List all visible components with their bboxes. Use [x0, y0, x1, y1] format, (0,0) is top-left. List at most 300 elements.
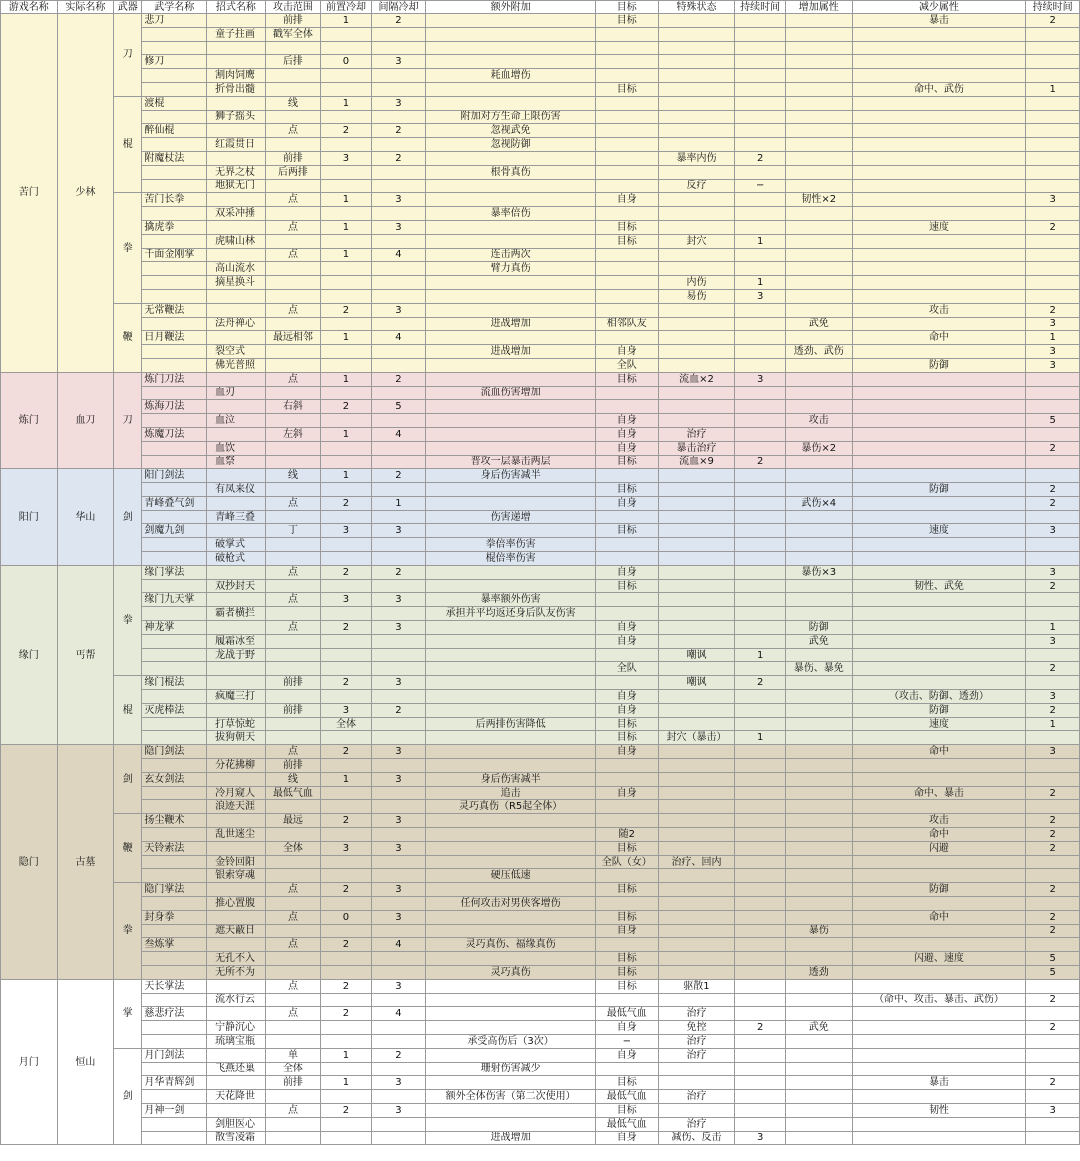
status-duration-cell [735, 262, 786, 276]
header-cell: 增加属性 [785, 1, 852, 14]
extra-effect-cell [426, 759, 596, 773]
attr-duration-cell: 2 [1026, 703, 1080, 717]
table-row [1, 303, 1080, 317]
table-row [1, 276, 1080, 290]
special-status-cell [658, 607, 735, 621]
attr-duration-cell [1026, 1090, 1080, 1104]
extra-effect-cell [426, 193, 596, 207]
increase-attr-cell [785, 1103, 852, 1117]
header-cell: 游戏名称 [1, 1, 58, 14]
interval-cooldown-cell [371, 731, 426, 745]
decrease-attr-cell [852, 55, 1026, 69]
pre-cooldown-cell [321, 510, 372, 524]
target-cell [595, 41, 658, 55]
pre-cooldown-cell [321, 165, 372, 179]
attack-range-cell [265, 179, 321, 193]
game-name-cell: 阳门 [1, 469, 58, 566]
status-duration-cell [735, 193, 786, 207]
status-duration-cell [735, 386, 786, 400]
extra-effect-cell [426, 289, 596, 303]
decrease-attr-cell [852, 138, 1026, 152]
skill-name-cell [142, 717, 207, 731]
status-duration-cell [735, 496, 786, 510]
table-row [1, 41, 1080, 55]
target-cell [595, 869, 658, 883]
pre-cooldown-cell: 1 [321, 193, 372, 207]
extra-effect-cell [426, 1076, 596, 1090]
status-duration-cell [735, 27, 786, 41]
special-status-cell [658, 414, 735, 428]
weapon-cell: 刀 [114, 372, 142, 469]
skill-name-cell: 天长掌法 [142, 979, 207, 993]
pre-cooldown-cell [321, 27, 372, 41]
status-duration-cell [735, 469, 786, 483]
increase-attr-cell [785, 772, 852, 786]
attack-range-cell: 前排 [265, 14, 321, 28]
attr-duration-cell [1026, 1034, 1080, 1048]
status-duration-cell: 1 [735, 731, 786, 745]
target-cell: 自身 [595, 345, 658, 359]
status-duration-cell [735, 524, 786, 538]
skill-name-cell [142, 1021, 207, 1035]
attack-range-cell [265, 690, 321, 704]
increase-attr-cell [785, 41, 852, 55]
decrease-attr-cell: 防御 [852, 483, 1026, 497]
special-status-cell: 治疗 [658, 1007, 735, 1021]
pre-cooldown-cell: 3 [321, 151, 372, 165]
attack-range-cell: 前排 [265, 759, 321, 773]
extra-effect-cell [426, 27, 596, 41]
increase-attr-cell [785, 138, 852, 152]
target-cell [595, 69, 658, 83]
header-cell: 目标 [595, 1, 658, 14]
status-duration-cell [735, 772, 786, 786]
attr-duration-cell [1026, 469, 1080, 483]
move-name-cell [207, 1103, 266, 1117]
table-row [1, 1062, 1080, 1076]
special-status-cell: 内伤 [658, 276, 735, 290]
target-cell: 目标 [595, 1076, 658, 1090]
special-status-cell [658, 552, 735, 566]
extra-effect-cell: 灵巧真伤 [426, 965, 596, 979]
extra-effect-cell [426, 151, 596, 165]
interval-cooldown-cell [371, 207, 426, 221]
skill-name-cell [142, 441, 207, 455]
pre-cooldown-cell: 1 [321, 372, 372, 386]
special-status-cell [658, 331, 735, 345]
move-name-cell: 双采冲捶 [207, 207, 266, 221]
real-name-cell: 恒山 [57, 979, 114, 1145]
extra-effect-cell [426, 883, 596, 897]
attack-range-cell [265, 538, 321, 552]
increase-attr-cell [785, 897, 852, 911]
decrease-attr-cell [852, 565, 1026, 579]
attack-range-cell: 最低气血 [265, 786, 321, 800]
skill-name-cell [142, 924, 207, 938]
pre-cooldown-cell: 1 [321, 1076, 372, 1090]
move-name-cell [207, 621, 266, 635]
extra-effect-cell [426, 855, 596, 869]
extra-effect-cell [426, 1048, 596, 1062]
increase-attr-cell [785, 276, 852, 290]
decrease-attr-cell [852, 96, 1026, 110]
attr-duration-cell [1026, 772, 1080, 786]
move-name-cell [207, 814, 266, 828]
interval-cooldown-cell [371, 607, 426, 621]
extra-effect-cell: 忽视防御 [426, 138, 596, 152]
status-duration-cell [735, 317, 786, 331]
increase-attr-cell [785, 828, 852, 842]
move-name-cell: 琉璃宝瓶 [207, 1034, 266, 1048]
extra-effect-cell: 连击两次 [426, 248, 596, 262]
table-row [1, 662, 1080, 676]
decrease-attr-cell [852, 441, 1026, 455]
increase-attr-cell [785, 110, 852, 124]
decrease-attr-cell [852, 165, 1026, 179]
interval-cooldown-cell [371, 276, 426, 290]
special-status-cell [658, 27, 735, 41]
attack-range-cell [265, 1034, 321, 1048]
interval-cooldown-cell: 3 [371, 193, 426, 207]
status-duration-cell [735, 607, 786, 621]
interval-cooldown-cell [371, 1131, 426, 1145]
interval-cooldown-cell: 2 [371, 372, 426, 386]
attack-range-cell: 点 [265, 938, 321, 952]
move-name-cell: 血祭 [207, 455, 266, 469]
attack-range-cell [265, 110, 321, 124]
increase-attr-cell [785, 814, 852, 828]
real-name-cell: 少林 [57, 14, 114, 373]
special-status-cell [658, 1103, 735, 1117]
skill-name-cell [142, 690, 207, 704]
interval-cooldown-cell [371, 27, 426, 41]
target-cell: 自身 [595, 441, 658, 455]
pre-cooldown-cell: 2 [321, 883, 372, 897]
move-name-cell: 青峰三叠 [207, 510, 266, 524]
extra-effect-cell [426, 331, 596, 345]
attr-duration-cell [1026, 386, 1080, 400]
table-row [1, 814, 1080, 828]
interval-cooldown-cell: 4 [371, 1007, 426, 1021]
extra-effect-cell [426, 358, 596, 372]
pre-cooldown-cell [321, 276, 372, 290]
extra-effect-cell: 进战增加 [426, 1131, 596, 1145]
skill-name-cell [142, 27, 207, 41]
attr-duration-cell: 3 [1026, 690, 1080, 704]
attack-range-cell: 右斜 [265, 400, 321, 414]
attr-duration-cell [1026, 938, 1080, 952]
move-name-cell: 冷月窥人 [207, 786, 266, 800]
table-row [1, 124, 1080, 138]
interval-cooldown-cell [371, 924, 426, 938]
interval-cooldown-cell [371, 455, 426, 469]
decrease-attr-cell [852, 372, 1026, 386]
table-row [1, 855, 1080, 869]
status-duration-cell: 2 [735, 676, 786, 690]
skill-name-cell: 炼魔刀法 [142, 427, 207, 441]
interval-cooldown-cell: 2 [371, 1048, 426, 1062]
skill-name-cell [142, 897, 207, 911]
target-cell: 目标 [595, 717, 658, 731]
table-row [1, 372, 1080, 386]
special-status-cell [658, 220, 735, 234]
increase-attr-cell [785, 289, 852, 303]
status-duration-cell [735, 400, 786, 414]
attack-range-cell [265, 897, 321, 911]
increase-attr-cell [785, 703, 852, 717]
extra-effect-cell: 灵巧真伤、福缘真伤 [426, 938, 596, 952]
pre-cooldown-cell [321, 41, 372, 55]
attr-duration-cell: 2 [1026, 841, 1080, 855]
attack-range-cell [265, 289, 321, 303]
extra-effect-cell: 珊射伤害减少 [426, 1062, 596, 1076]
extra-effect-cell: 身后伤害减半 [426, 469, 596, 483]
attr-duration-cell: 3 [1026, 745, 1080, 759]
increase-attr-cell [785, 151, 852, 165]
pre-cooldown-cell: 0 [321, 910, 372, 924]
table-row [1, 552, 1080, 566]
extra-effect-cell [426, 55, 596, 69]
interval-cooldown-cell: 2 [371, 469, 426, 483]
increase-attr-cell [785, 676, 852, 690]
extra-effect-cell [426, 662, 596, 676]
extra-effect-cell: 身后伤害减半 [426, 772, 596, 786]
status-duration-cell [735, 82, 786, 96]
attack-range-cell: 最远相邻 [265, 331, 321, 345]
table-row [1, 289, 1080, 303]
decrease-attr-cell [852, 41, 1026, 55]
increase-attr-cell: 暴伤×3 [785, 565, 852, 579]
move-name-cell [207, 676, 266, 690]
pre-cooldown-cell: 1 [321, 427, 372, 441]
move-name-cell: 红霞贯日 [207, 138, 266, 152]
table-row [1, 965, 1080, 979]
increase-attr-cell [785, 248, 852, 262]
skill-name-cell [142, 69, 207, 83]
pre-cooldown-cell [321, 483, 372, 497]
decrease-attr-cell [852, 855, 1026, 869]
target-cell: 自身 [595, 634, 658, 648]
status-duration-cell [735, 510, 786, 524]
target-cell: 目标 [595, 234, 658, 248]
skill-name-cell: 月神一剑 [142, 1103, 207, 1117]
move-name-cell: 流水行云 [207, 993, 266, 1007]
increase-attr-cell: 韧性×2 [785, 193, 852, 207]
pre-cooldown-cell [321, 993, 372, 1007]
pre-cooldown-cell [321, 690, 372, 704]
decrease-attr-cell [852, 151, 1026, 165]
real-name-cell: 丐帮 [57, 565, 114, 744]
increase-attr-cell [785, 648, 852, 662]
status-duration-cell [735, 220, 786, 234]
header-row [1, 1, 1080, 14]
status-duration-cell [735, 358, 786, 372]
attack-range-cell: 最远 [265, 814, 321, 828]
target-cell: 目标 [595, 372, 658, 386]
attr-duration-cell [1026, 151, 1080, 165]
extra-effect-cell [426, 483, 596, 497]
move-name-cell: 割肉饲鹰 [207, 69, 266, 83]
weapon-cell: 剑 [114, 1048, 142, 1145]
skill-name-cell: 无常鞭法 [142, 303, 207, 317]
decrease-attr-cell [852, 1048, 1026, 1062]
pre-cooldown-cell [321, 207, 372, 221]
move-name-cell: 浪迹天涯 [207, 800, 266, 814]
attr-duration-cell [1026, 207, 1080, 221]
special-status-cell [658, 938, 735, 952]
special-status-cell: 免控 [658, 1021, 735, 1035]
status-duration-cell [735, 579, 786, 593]
decrease-attr-cell [852, 662, 1026, 676]
target-cell [595, 165, 658, 179]
decrease-attr-cell [852, 924, 1026, 938]
interval-cooldown-cell: 3 [371, 524, 426, 538]
decrease-attr-cell [852, 427, 1026, 441]
status-duration-cell [735, 483, 786, 497]
attack-range-cell: 前排 [265, 703, 321, 717]
extra-effect-cell [426, 179, 596, 193]
extra-effect-cell [426, 400, 596, 414]
attack-range-cell [265, 717, 321, 731]
skill-name-cell [142, 165, 207, 179]
interval-cooldown-cell [371, 165, 426, 179]
skill-name-cell [142, 828, 207, 842]
move-name-cell: 飞燕还巢 [207, 1062, 266, 1076]
interval-cooldown-cell [371, 717, 426, 731]
table-row [1, 676, 1080, 690]
increase-attr-cell [785, 979, 852, 993]
special-status-cell: 嘲讽 [658, 676, 735, 690]
special-status-cell [658, 386, 735, 400]
attr-duration-cell [1026, 110, 1080, 124]
attack-range-cell [265, 441, 321, 455]
pre-cooldown-cell [321, 289, 372, 303]
interval-cooldown-cell: 2 [371, 703, 426, 717]
pre-cooldown-cell [321, 110, 372, 124]
special-status-cell [658, 400, 735, 414]
special-status-cell [658, 800, 735, 814]
increase-attr-cell: 暴伤、暴免 [785, 662, 852, 676]
special-status-cell: 流血×2 [658, 372, 735, 386]
special-status-cell [658, 524, 735, 538]
header-cell: 攻击范围 [265, 1, 321, 14]
target-cell: 目标 [595, 524, 658, 538]
attr-duration-cell [1026, 538, 1080, 552]
skill-name-cell [142, 800, 207, 814]
extra-effect-cell [426, 676, 596, 690]
skill-name-cell: 阳门剑法 [142, 469, 207, 483]
special-status-cell: 封穴 [658, 234, 735, 248]
target-cell: 目标 [595, 841, 658, 855]
decrease-attr-cell [852, 248, 1026, 262]
table-row [1, 1034, 1080, 1048]
table-row [1, 841, 1080, 855]
status-duration-cell [735, 552, 786, 566]
real-name-cell: 古墓 [57, 745, 114, 980]
attack-range-cell: 点 [265, 593, 321, 607]
target-cell: 目标 [595, 952, 658, 966]
weapon-cell: 拳 [114, 565, 142, 675]
status-duration-cell [735, 165, 786, 179]
target-cell: 自身 [595, 496, 658, 510]
table-row [1, 634, 1080, 648]
extra-effect-cell [426, 96, 596, 110]
table-row [1, 69, 1080, 83]
table-row [1, 717, 1080, 731]
decrease-attr-cell [852, 207, 1026, 221]
skill-name-cell: 缘门九天掌 [142, 593, 207, 607]
skill-name-cell [142, 855, 207, 869]
attack-range-cell: 前排 [265, 676, 321, 690]
table-row [1, 1117, 1080, 1131]
attr-duration-cell [1026, 1048, 1080, 1062]
target-cell [595, 276, 658, 290]
interval-cooldown-cell [371, 993, 426, 1007]
table-row [1, 731, 1080, 745]
weapon-cell: 鞭 [114, 303, 142, 372]
increase-attr-cell [785, 483, 852, 497]
special-status-cell: 驱散1 [658, 979, 735, 993]
target-cell: 最低气血 [595, 1117, 658, 1131]
skill-name-cell [142, 579, 207, 593]
target-cell [595, 248, 658, 262]
pre-cooldown-cell [321, 869, 372, 883]
attack-range-cell [265, 276, 321, 290]
attr-duration-cell: 3 [1026, 1103, 1080, 1117]
skill-name-cell: 擒虎拳 [142, 220, 207, 234]
target-cell: 相邻队友 [595, 317, 658, 331]
status-duration-cell [735, 110, 786, 124]
target-cell [595, 303, 658, 317]
pre-cooldown-cell: 3 [321, 841, 372, 855]
move-name-cell [207, 289, 266, 303]
target-cell [595, 938, 658, 952]
table-row [1, 1048, 1080, 1062]
target-cell: 自身 [595, 690, 658, 704]
increase-attr-cell: 武免 [785, 1021, 852, 1035]
decrease-attr-cell [852, 193, 1026, 207]
increase-attr-cell: 武免 [785, 317, 852, 331]
game-name-cell: 隐门 [1, 745, 58, 980]
skill-name-cell [142, 662, 207, 676]
attr-duration-cell: 2 [1026, 786, 1080, 800]
status-duration-cell [735, 41, 786, 55]
attack-range-cell [265, 358, 321, 372]
increase-attr-cell [785, 14, 852, 28]
increase-attr-cell [785, 910, 852, 924]
target-cell: 自身 [595, 193, 658, 207]
increase-attr-cell: 武伤×4 [785, 496, 852, 510]
status-duration-cell [735, 662, 786, 676]
pre-cooldown-cell: 1 [321, 14, 372, 28]
increase-attr-cell [785, 82, 852, 96]
special-status-cell [658, 828, 735, 842]
table-row [1, 441, 1080, 455]
attr-duration-cell: 3 [1026, 193, 1080, 207]
special-status-cell [658, 579, 735, 593]
decrease-attr-cell [852, 800, 1026, 814]
special-status-cell [658, 96, 735, 110]
header-cell: 武学名称 [142, 1, 207, 14]
pre-cooldown-cell: 2 [321, 938, 372, 952]
table-row [1, 151, 1080, 165]
pre-cooldown-cell [321, 965, 372, 979]
table-row [1, 538, 1080, 552]
pre-cooldown-cell: 1 [321, 1048, 372, 1062]
move-name-cell [207, 565, 266, 579]
decrease-attr-cell [852, 731, 1026, 745]
target-cell: 目标 [595, 731, 658, 745]
